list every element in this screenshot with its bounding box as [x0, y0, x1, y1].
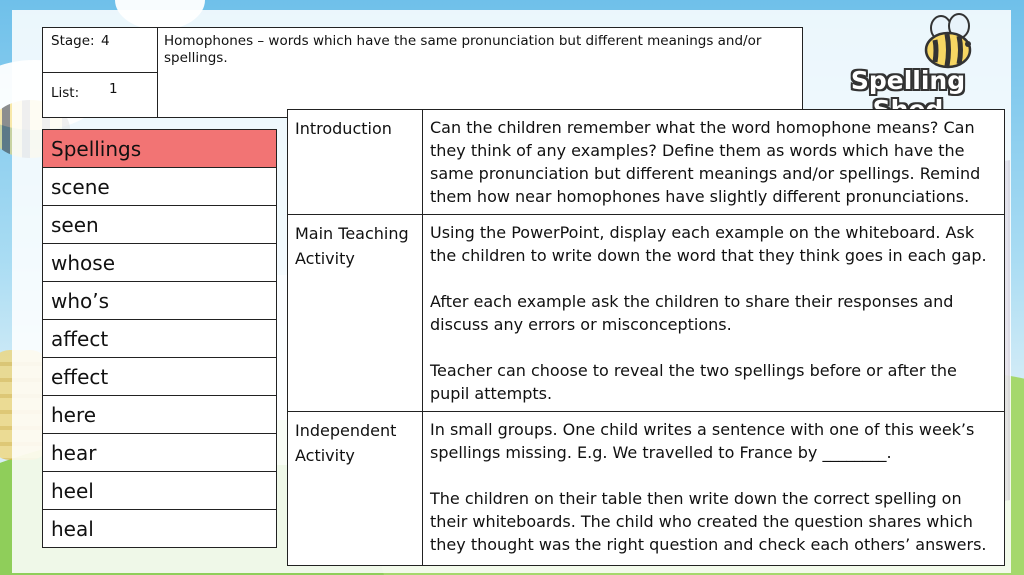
independent-activity-cell	[423, 412, 1005, 566]
introduction-text: Can the children remember what the word homophone means? Can they think of any examples? Define them as words which have the same pronunciation but different meanings and/or spellings. Remind them how near homophones have slightly different pronunciations.	[423, 110, 1005, 215]
main-teaching-label: Main Teaching Activity	[288, 215, 423, 412]
spellings-table	[42, 129, 277, 548]
independent-activity-label: Independent Activity	[288, 412, 423, 566]
list-cell	[43, 73, 158, 118]
stage-value: 4	[101, 33, 110, 49]
spelling-word: whose	[43, 244, 277, 282]
spelling-word: effect	[43, 358, 277, 396]
spelling-word: scene	[43, 168, 277, 206]
stage-cell	[43, 28, 158, 73]
spelling-word: heel	[43, 472, 277, 510]
spelling-word: hear	[43, 434, 277, 472]
spelling-shed-logo	[823, 10, 993, 105]
independent-activity-paragraph: In small groups. One child writes a sentence with one of this week’s spellings missing. E.g. We travelled to France by ________.	[430, 420, 975, 462]
spelling-word: affect	[43, 320, 277, 358]
spelling-word: here	[43, 396, 277, 434]
description-cell: Homophones – words which have the same pronunciation but different meanings and/or spellings.	[158, 28, 803, 118]
list-value: 1	[109, 81, 118, 97]
bee-icon	[823, 10, 993, 70]
main-teaching-cell	[423, 215, 1005, 412]
spelling-word: who’s	[43, 282, 277, 320]
spellings-heading: Spellings	[43, 130, 277, 168]
main-teaching-paragraph: Teacher can choose to reveal the two spellings before or after the pupil attempts.	[430, 361, 957, 403]
independent-activity-paragraph: The children on their table then write down the correct spelling on their whiteboards. The child who created the question shares which they thought was the right question and check each others’ answers.	[430, 489, 987, 554]
header-table	[42, 27, 803, 118]
spelling-word: seen	[43, 206, 277, 244]
logo-text: Spelling	[850, 66, 966, 95]
main-teaching-paragraph: Using the PowerPoint, display each example on the whiteboard. Ask the children to write down the word that they think goes in each gap.	[430, 223, 987, 265]
spelling-word: heal	[43, 510, 277, 548]
list-label: List:	[51, 85, 80, 101]
main-teaching-paragraph: After each example ask the children to share their responses and discuss any errors or misconceptions.	[430, 292, 954, 334]
introduction-label: Introduction	[288, 110, 423, 215]
stage-label: Stage:	[51, 33, 95, 49]
lesson-plan-table	[287, 109, 1005, 566]
